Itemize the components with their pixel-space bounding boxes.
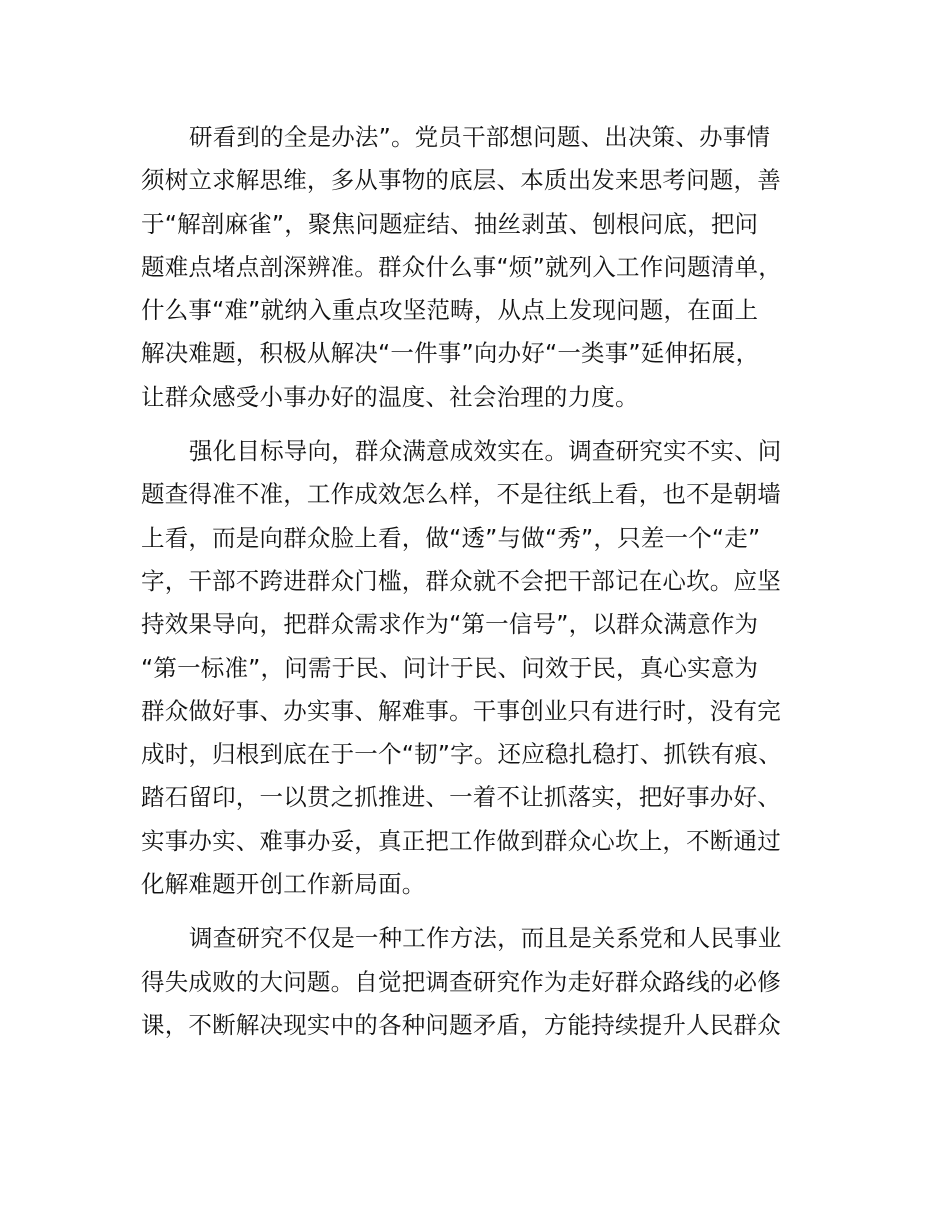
paragraph-3 bbox=[141, 917, 831, 1047]
text-line: 化解难题开创工作新局面。 bbox=[141, 870, 426, 899]
text-line: 字，干部不跨进群众门槛，群众就不会把干部记在心坎。应坚 bbox=[141, 566, 781, 595]
text-line: 实事办实、难事办妥，真正把工作做到群众心坎上，不断通过 bbox=[141, 826, 781, 855]
text-line: 什么事“难”就纳入重点攻坚范畴，从点上发现问题，在面上 bbox=[141, 296, 759, 325]
text-line: 持效果导向，把群众需求作为“第一信号”，以群众满意作为 bbox=[141, 610, 759, 639]
text-line: 于“解剖麻雀”，聚焦问题症结、抽丝剥茧、刨根问底，把问 bbox=[141, 209, 759, 238]
paragraph-spacing bbox=[141, 906, 831, 917]
paragraph-2 bbox=[141, 430, 831, 906]
text-line: 调查研究不仅是一种工作方法，而且是关系党和人民事业 bbox=[189, 924, 782, 953]
text-line: 成时，归根到底在于一个“韧”字。还应稳扎稳打、抓铁有痕、 bbox=[141, 740, 782, 769]
text-line: 踏石留印，一以贯之抓推进、一着不让抓落实，把好事办好、 bbox=[141, 783, 781, 812]
text-line: 研看到的全是办法”。党员干部想问题、出决策、办事情 bbox=[189, 123, 771, 151]
text-line: 得失成败的大问题。自觉把调查研究作为走好群众路线的必修 bbox=[141, 967, 781, 996]
text-line: 题查得准不准，工作成效怎么样，不是往纸上看，也不是朝墙 bbox=[141, 480, 781, 509]
text-line: 让群众感受小事办好的温度、社会治理的力度。 bbox=[141, 382, 639, 411]
text-line: 须树立求解思维，多从事物的底层、本质出发来思考问题，善 bbox=[141, 166, 781, 195]
paragraph-1 bbox=[141, 116, 831, 419]
text-line: 解决难题，积极从解决“一件事”向办好“一类事”延伸拓展， bbox=[141, 339, 760, 368]
text-line: 强化目标导向，群众满意成效实在。调查研究实不实、问 bbox=[189, 437, 782, 466]
text-line: 题难点堵点剖深辨准。群众什么事“烦”就列入工作问题清单， bbox=[141, 252, 782, 281]
document-page bbox=[141, 116, 831, 1047]
text-line: 课，不断解决现实中的各种问题矛盾，方能持续提升人民群众 bbox=[141, 1010, 781, 1039]
text-line: “第一标准”，问需于民、问计于民、问效于民，真心实意为 bbox=[141, 653, 759, 682]
text-line: 群众做好事、办实事、解难事。干事创业只有进行时，没有完 bbox=[141, 696, 781, 725]
text-line: 上看，而是向群众脸上看，做“透”与做“秀”，只差一个“走” bbox=[141, 523, 761, 552]
paragraph-spacing bbox=[141, 419, 831, 430]
